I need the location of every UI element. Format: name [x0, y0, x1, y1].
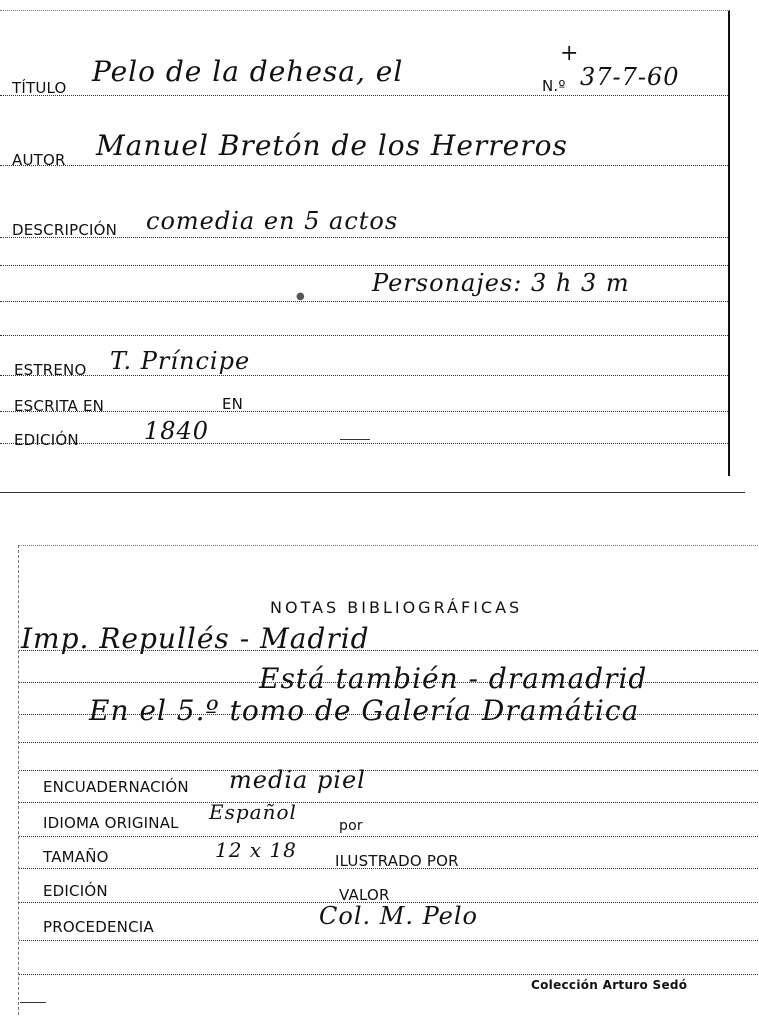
ilustrado-label: ILUSTRADO POR — [335, 852, 459, 870]
ink-dot: ● — [296, 291, 305, 302]
notas-heading: NOTAS BIBLIOGRÁFICAS — [270, 598, 523, 617]
stray-mark — [20, 1002, 46, 1003]
catalog-card-front — [0, 10, 730, 476]
rule-line — [0, 165, 728, 166]
rule-line — [19, 742, 759, 743]
descripcion-label: DESCRIPCIÓN — [12, 221, 118, 239]
note-line-2: Está también - dramadrid — [259, 662, 648, 695]
rule-line — [0, 265, 728, 266]
procedencia-label: PROCEDENCIA — [43, 918, 154, 936]
titulo-value: Pelo de la dehesa, el — [92, 55, 404, 88]
tamano-label: TAMAÑO — [43, 848, 109, 866]
rule-line — [0, 375, 728, 376]
encuadernacion-label: ENCUADERNACIÓN — [43, 778, 189, 796]
edicion-label: EDICIÓN — [14, 431, 79, 449]
note-line-1: Imp. Repullés - Madrid — [21, 622, 370, 655]
catalog-card-back — [18, 545, 759, 1015]
estreno-value: T. Príncipe — [110, 347, 251, 375]
valor-label: VALOR — [339, 886, 390, 904]
numero-label: N.º — [542, 77, 566, 95]
tamano-value: 12 x 18 — [215, 838, 297, 862]
titulo-label: TÍTULO — [12, 79, 67, 97]
numero-mark: + — [560, 41, 580, 66]
rule-line — [19, 836, 759, 837]
rule-line — [19, 940, 759, 941]
stray-mark — [340, 439, 370, 440]
idioma-label: IDIOMA ORIGINAL — [43, 814, 179, 832]
procedencia-value: Col. M. Pelo — [319, 902, 478, 930]
rule-line — [0, 411, 728, 412]
rule-line — [19, 770, 759, 771]
rule-line — [19, 802, 759, 803]
estreno-label: ESTRENO — [14, 361, 87, 379]
rule-line — [0, 335, 728, 336]
personajes-value: Personajes: 3 h 3 m — [372, 269, 630, 297]
autor-label: AUTOR — [12, 151, 66, 169]
rule-line — [0, 95, 728, 96]
idioma-value: Español — [209, 800, 297, 824]
rule-line — [0, 301, 728, 302]
collection-credit: Colección Arturo Sedó — [531, 978, 688, 992]
por-label: por — [339, 818, 363, 834]
rule-line — [19, 974, 759, 975]
card-separator — [0, 492, 745, 493]
descripcion-value: comedia en 5 actos — [146, 207, 399, 235]
encuadernacion-value: media piel — [229, 766, 366, 794]
autor-value: Manuel Bretón de los Herreros — [96, 129, 568, 162]
numero-value: 37-7-60 — [580, 63, 680, 91]
escrita-en-label: ESCRITA EN — [14, 397, 105, 415]
en-label: EN — [222, 395, 244, 413]
note-line-3: En el 5.º tomo de Galería Dramática — [89, 694, 640, 727]
edicion-label-back: EDICIÓN — [43, 882, 108, 900]
rule-line — [0, 443, 728, 444]
edicion-value: 1840 — [144, 417, 210, 445]
